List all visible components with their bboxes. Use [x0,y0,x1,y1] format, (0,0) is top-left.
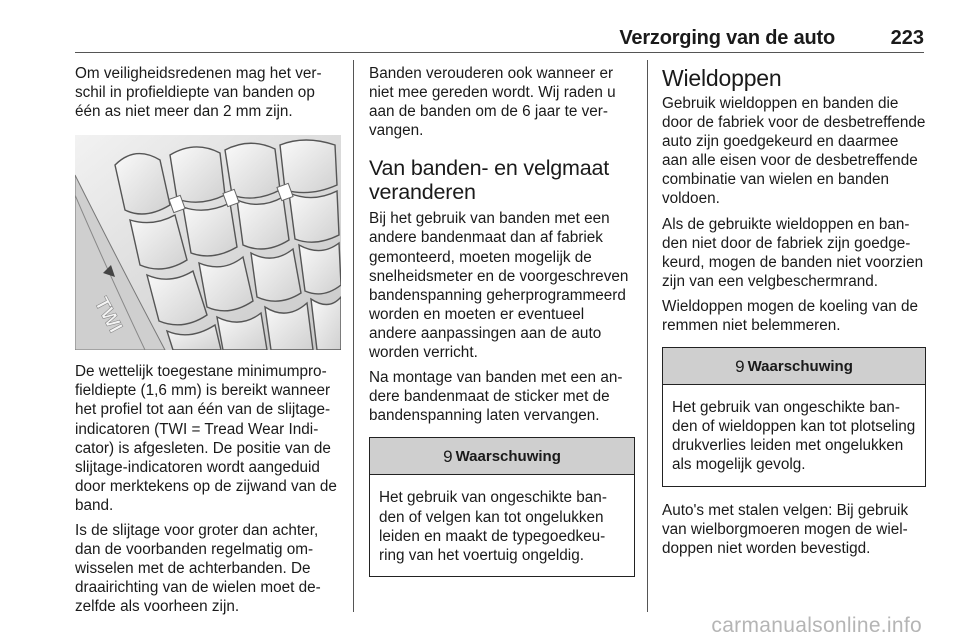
page-number: 223 [890,27,924,49]
paragraph-profile-difference: Om veiligheidsredenen mag het verschil in profieldiepte van banden op één as niet meer dan 2 mm zijn. [75,65,322,121]
heading-wheel-covers: Wieldoppen [662,65,782,91]
page-header-title: Verzorging van de auto [619,27,835,49]
paragraph-brake-cooling: Wieldoppen mogen de koeling van de remmen niet belemmeren. [662,297,918,335]
column-divider-2 [647,60,648,612]
paragraph-tire-aging: Banden verouderen ook wanneer er niet mee gereden wordt. Wij raden u aan de banden om de 6 jaar te vervangen. [369,65,616,140]
paragraph-other-tire-size: Bij het gebruik van banden met een andere bandenmaat dan af fabriek gemonteerd, moeten mogelijk de snelheidsmeter en de voorgeschreven bandenspanning geherprogrammeerd worden en moeten er eventueel andere aanpassingen aan de auto worden verricht. [369,210,629,362]
warning-header [663,348,925,385]
column-divider-1 [353,60,354,612]
warning-title: Waarschuwing [455,447,561,465]
paragraph-unapproved-covers: Als de gebruikte wieldoppen en banden niet door de fabriek zijn goedgekeurd, mogen de banden niet voorzien zijn van een velgbeschermrand. [662,215,924,290]
paragraph-minimum-depth: De wettelijk toegestane minimumprofieldiepte (1,6 mm) is bereikt wanneer het profiel tot aan één van de slijtage-indicatoren (TWI = Tread Wear Indicator) is afgesleten. De positie van de slijtage-indicatoren wordt aangeduid door merktekens op de zijwand van de band. [75,363,337,514]
paragraph-rotate-tires: Is de slijtage voor groter dan achter, dan de voorbanden regelmatig omwisselen met de achterbanden. De draairichting van de wielen moet dezelfde als voorheen zijn. [75,522,321,616]
warning-icon: 9 [443,446,453,466]
warning-text: Het gebruik van ongeschikte banden of velgen kan tot ongelukken leiden en maakt de typegoedkeuring van het voertuig ongeldig. [379,489,607,564]
paragraph-sticker: Na montage van banden met een andere bandenmaat de sticker met de bandenspanning laten vervangen. [369,369,623,425]
watermark: carmanualsonline.info [711,614,922,637]
column-1 [75,64,341,623]
tire-tread-svg [75,135,341,350]
column-2 [369,64,635,591]
warning-box-tires [369,437,635,576]
tire-tread-illustration [75,135,341,350]
warning-box-wheel-covers [662,347,926,486]
header-divider [75,52,924,53]
warning-title: Waarschuwing [747,357,853,375]
warning-header [370,438,634,475]
warning-icon: 9 [735,356,745,376]
warning-text: Het gebruik van ongeschikte banden of wieldoppen kan tot plotseling drukverlies leiden met ongelukken als mogelijk gevolg. [672,399,916,474]
paragraph-steel-rims: Auto's met stalen velgen: Bij gebruik van wielborgmoeren mogen de wieldoppen niet worden bevestigd. [662,501,909,557]
paragraph-approved-covers: Gebruik wieldoppen en banden die door de fabriek voor de desbetreffende auto zijn goedgekeurd en daarmee aan alle eisen voor de desbetreffende combinatie van wielen en banden voldoen. [662,95,926,208]
heading-change-tire-size: Van banden- en velgmaat veranderen [369,156,610,205]
column-3 [662,64,926,564]
twi-label: TWI [89,293,127,337]
